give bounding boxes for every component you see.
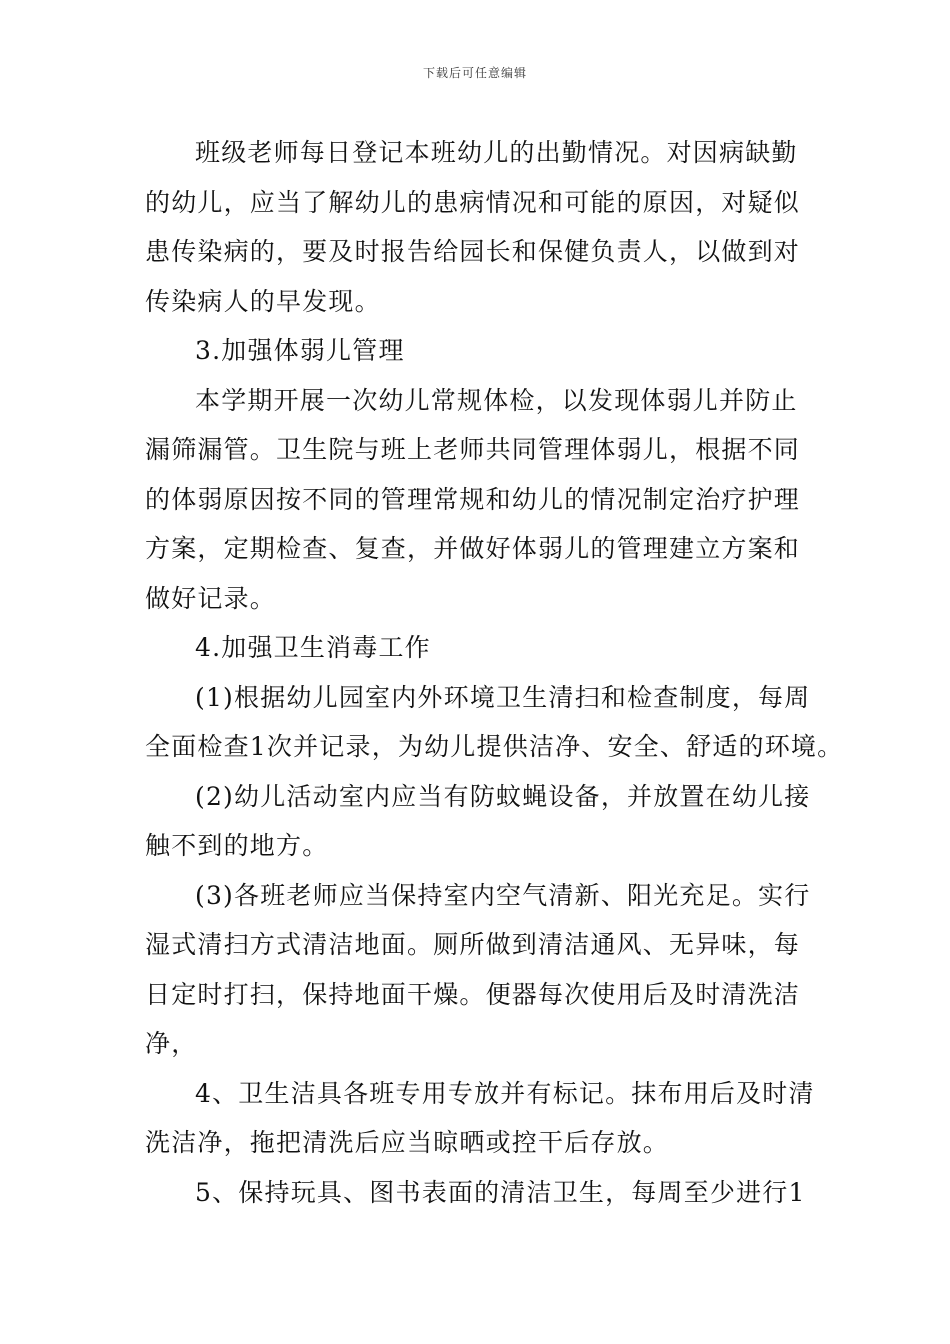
page-header-note: 下载后可任意编辑 — [422, 66, 527, 80]
text-line: 做好记录。 — [145, 583, 277, 613]
text-line: 3.加强体弱儿管理 — [195, 336, 405, 365]
text-line: 5、保持玩具、图书表面的清洁卫生，每周至少进行1 — [195, 1177, 806, 1207]
document-body — [145, 128, 844, 1217]
text-line: 方案，定期检查、复查，并做好体弱儿的管理建立方案和 — [145, 534, 801, 563]
text-line: (1)根据幼儿园室内外环境卫生清扫和检查制度，每周 — [195, 682, 811, 712]
text-line: 班级老师每日登记本班幼儿的出勤情况。对因病缺勤 — [195, 138, 798, 167]
text-line: 湿式清扫方式清洁地面。厕所做到清洁通风、无异味，每 — [145, 930, 801, 959]
text-line: 的体弱原因按不同的管理常规和幼儿的情况制定治疗护理 — [145, 484, 801, 514]
text-line: 4.加强卫生消毒工作 — [195, 633, 431, 662]
text-line: 4、卫生洁具各班专用专放并有标记。抹布用后及时清 — [195, 1078, 815, 1108]
text-line: 本学期开展一次幼儿常规体检，以发现体弱儿并防止 — [195, 385, 798, 415]
text-line: (3)各班老师应当保持室内空气清新、阳光充足。实行 — [195, 880, 811, 910]
text-line: 全面检查1次并记录，为幼儿提供洁净、安全、舒适的环境。 — [145, 732, 844, 761]
text-line: 净， — [145, 1029, 198, 1058]
text-line: 患传染病的，要及时报告给园长和保健负责人，以做到对 — [145, 237, 801, 266]
text-line: (2)幼儿活动室内应当有防蚊蝇设备，并放置在幼儿接 — [195, 781, 811, 811]
text-line: 洗洁净，拖把清洗后应当晾晒或控干后存放。 — [145, 1128, 670, 1157]
text-line: 触不到的地方。 — [145, 831, 329, 860]
text-line: 传染病人的早发现。 — [145, 286, 381, 316]
text-line: 的幼儿，应当了解幼儿的患病情况和可能的原因，对疑似 — [145, 187, 801, 217]
text-line: 日定时打扫，保持地面干燥。便器每次使用后及时清洗洁 — [145, 979, 801, 1009]
text-line: 漏筛漏管。卫生院与班上老师共同管理体弱儿，根据不同 — [145, 435, 801, 464]
